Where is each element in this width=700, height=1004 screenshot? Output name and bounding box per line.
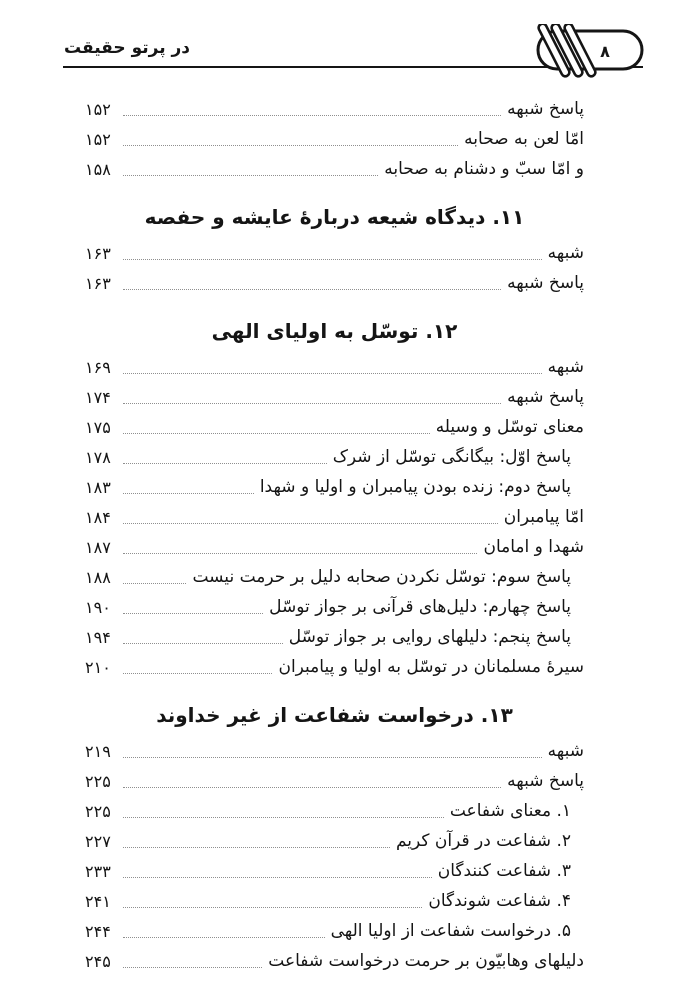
entry-title: شبهه: [547, 740, 584, 761]
toc-entry: [85, 652, 584, 682]
entry-title: شبهه: [547, 242, 584, 263]
entry-page-number: ۲۱۹: [85, 741, 111, 761]
toc-entry: [85, 532, 584, 562]
dotted-leader: [123, 115, 501, 116]
entry-page-number: ۱۷۸: [85, 447, 111, 467]
entry-title: پاسخ اوّل: بیگانگی توسّل از شرک: [332, 446, 571, 467]
entry-title: پاسخ شبهه: [507, 770, 584, 791]
toc-entry: [85, 826, 584, 856]
entry-page-number: ۱۵۲: [85, 129, 111, 149]
entry-title: پاسخ پنجم: دلیلهای روایی بر جواز توسّل: [288, 626, 571, 647]
entry-page-number: ۱۵۲: [85, 99, 111, 119]
section-heading: ۱۲. توسّل به اولیای الهی: [211, 319, 458, 343]
dotted-leader: [123, 877, 432, 878]
toc-entry: [85, 268, 584, 298]
dotted-leader: [123, 643, 283, 644]
dotted-leader: [123, 847, 390, 848]
entry-page-number: ۱۸۸: [85, 567, 111, 587]
dotted-leader: [123, 673, 272, 674]
dotted-leader: [123, 757, 542, 758]
dotted-leader: [123, 175, 378, 176]
entry-page-number: ۱۶۹: [85, 357, 111, 377]
entry-title: دلیلهای وهابیّون بر حرمت درخواست شفاعت: [268, 950, 584, 971]
toc-entry: [85, 766, 584, 796]
entry-page-number: ۱۸۴: [85, 507, 111, 527]
dotted-leader: [123, 787, 501, 788]
dotted-leader: [123, 403, 501, 404]
dotted-leader: [123, 523, 498, 524]
entry-page-number: ۲۲۵: [85, 771, 111, 791]
toc-entry: [85, 796, 584, 826]
entry-page-number: ۱۷۴: [85, 387, 111, 407]
entry-title: سیرهٔ مسلمانان در توسّل به اولیا و پیامبران: [278, 656, 584, 677]
entry-page-number: ۲۱۰: [85, 657, 111, 677]
entry-title: امّا پیامبران: [503, 506, 584, 527]
dotted-leader: [123, 937, 325, 938]
dotted-leader: [123, 373, 542, 374]
entry-page-number: ۲۴۵: [85, 951, 111, 971]
toc-entry: [85, 442, 584, 472]
entry-page-number: ۱۶۳: [85, 243, 111, 263]
entry-title: پاسخ چهارم: دلیل‌های قرآنی بر جواز توسّل: [269, 596, 571, 617]
entry-title: ۴. شفاعت شوندگان: [428, 890, 571, 911]
dotted-leader: [123, 907, 422, 908]
toc-entry: [85, 562, 584, 592]
dotted-leader: [123, 493, 254, 494]
toc-entry: [85, 622, 584, 652]
entry-page-number: ۱۸۷: [85, 537, 111, 557]
entry-title: امّا لعن به صحابه: [464, 128, 584, 149]
toc-section: [85, 204, 584, 298]
dotted-leader: [123, 289, 501, 290]
dotted-leader: [123, 583, 186, 584]
dotted-leader: [123, 613, 263, 614]
entry-title: ۵. درخواست شفاعت از اولیا الهی: [330, 920, 571, 941]
entry-page-number: ۱۸۳: [85, 477, 111, 497]
entry-page-number: ۲۳۳: [85, 861, 111, 881]
entry-title: پاسخ شبهه: [507, 272, 584, 293]
dotted-leader: [123, 817, 444, 818]
toc-entry: [85, 502, 584, 532]
toc-entry: [85, 736, 584, 766]
toc-entry: [85, 94, 584, 124]
entry-title: پاسخ سوم: توسّل نکردن صحابه دلیل بر حرمت نیست: [192, 566, 571, 587]
toc-entry: [85, 154, 584, 184]
entry-page-number: ۱۶۳: [85, 273, 111, 293]
toc-section: [85, 318, 584, 682]
entry-page-number: ۱۹۰: [85, 597, 111, 617]
entry-page-number: ۲۴۱: [85, 891, 111, 911]
entry-page-number: ۲۴۴: [85, 921, 111, 941]
dotted-leader: [123, 259, 542, 260]
entry-title: پاسخ شبهه: [507, 98, 584, 119]
section-heading: ۱۳. درخواست شفاعت از غیر خداوند: [156, 703, 513, 727]
toc-entry: [85, 856, 584, 886]
dotted-leader: [123, 553, 477, 554]
toc-entry: [85, 472, 584, 502]
toc: [85, 94, 584, 976]
entry-title: ۲. شفاعت در قرآن کریم: [395, 830, 571, 851]
toc-entry: [85, 916, 584, 946]
entry-title: معنای توسّل و وسیله: [435, 416, 584, 437]
entry-title: پاسخ شبهه: [507, 386, 584, 407]
toc-section: [85, 94, 584, 184]
entry-title: شهدا و امامان: [483, 536, 584, 557]
dotted-leader: [123, 145, 458, 146]
page-number-scroll-icon: [528, 24, 650, 80]
entry-title: پاسخ دوم: زنده بودن پیامبران و اولیا و شهدا: [259, 476, 571, 497]
toc-entry: [85, 238, 584, 268]
dotted-leader: [123, 463, 327, 464]
entry-title: و امّا سبّ و دشنام به صحابه: [384, 158, 584, 179]
entry-page-number: ۲۲۵: [85, 801, 111, 821]
toc-entry: [85, 592, 584, 622]
entry-page-number: ۱۹۴: [85, 627, 111, 647]
book-title: در پرتو حقیقت: [64, 38, 191, 58]
entry-title: ۱. معنای شفاعت: [449, 800, 571, 821]
toc-entry: [85, 946, 584, 976]
entry-page-number: ۱۵۸: [85, 159, 111, 179]
dotted-leader: [123, 967, 262, 968]
toc-entry: [85, 382, 584, 412]
toc-entry: [85, 886, 584, 916]
entry-page-number: ۱۷۵: [85, 417, 111, 437]
page-header: [0, 0, 700, 82]
entry-title: ۳. شفاعت کنندگان: [437, 860, 571, 881]
dotted-leader: [123, 433, 430, 434]
section-heading: ۱۱. دیدگاه شیعه دربارهٔ عایشه و حفصه: [144, 205, 525, 229]
toc-entry: [85, 352, 584, 382]
entry-page-number: ۲۲۷: [85, 831, 111, 851]
toc-section: [85, 702, 584, 976]
toc-entry: [85, 124, 584, 154]
toc-entry: [85, 412, 584, 442]
header-page-number: ۸: [600, 42, 610, 61]
entry-title: شبهه: [547, 356, 584, 377]
